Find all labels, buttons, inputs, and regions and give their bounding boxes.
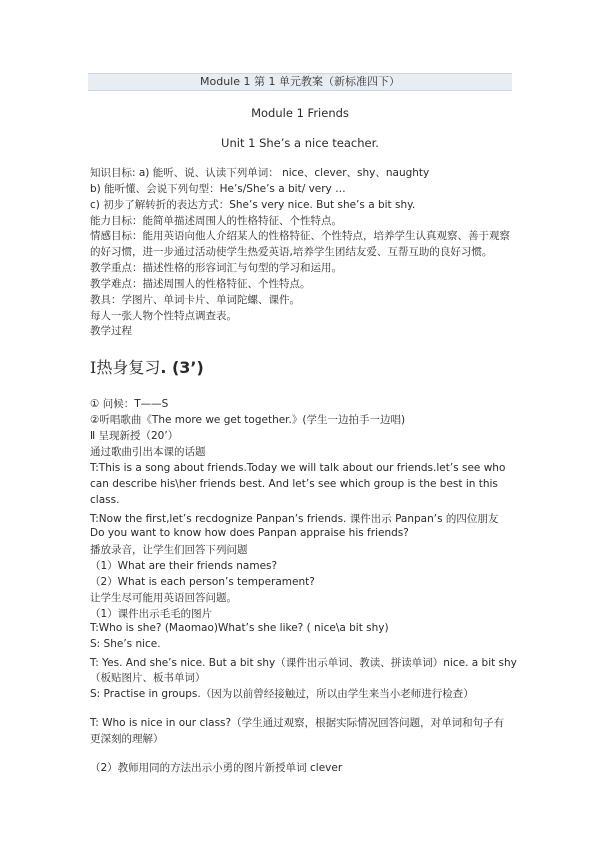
process-line: T: Yes. And she’s nice. But a bit shy（课件出示单词、教读、拼读单词）nice. a bit shy [90, 657, 517, 669]
process-line: 播放录音，让学生们回答下列问题 [90, 544, 248, 556]
objective-line: 教学难点：描述周围人的性格特征、个性特点。 [90, 278, 311, 290]
process-line: S: Practise in groups.（因为以前曾经接触过，所以由学生来当小老师进行检查） [90, 688, 474, 700]
objective-line: 教学过程 [90, 325, 132, 337]
process-line: 更深刻的理解） [90, 733, 164, 745]
objective-line: 知识目标: a) 能听、说、认读下列单词： nice、clever、shy、naughty [90, 167, 430, 179]
objective-line: 能力目标：能简单描述周围人的性格特征、个性特点。 [90, 215, 342, 227]
objective-line: 的好习惯，进一步通过活动使学生热爱英语,培养学生团结友爱、互帮互助的良好习惯。 [90, 246, 493, 258]
objective-line: 情感目标：能用英语向他人介绍某人的性格特征、个性特点，培养学生认真观察、善于观察 [90, 230, 510, 242]
process-line: （1）What are their friends names? [90, 560, 278, 572]
process-line: Ⅱ 呈现新授（20’） [90, 430, 179, 442]
section-heading-label: Ⅰ热身复习 [90, 358, 161, 377]
objective-line: 每人一张人物个性特点调查表。 [90, 310, 237, 322]
process-line: （1）课件出示毛毛的图片 [90, 608, 213, 620]
process-line: T: Who is nice in our class?（学生通过观察，根据实际情况回答问题，对单词和句子有 [90, 717, 505, 729]
process-line: T:Who is she? (Maomao)What’s she like? ( nice\a bit shy) [90, 622, 389, 634]
document-header: Module 1 第 1 单元教案（新标准四下） [88, 73, 512, 91]
process-line: S: She’s nice. [90, 638, 161, 650]
unit-title: Unit 1 She’s a nice teacher. [221, 136, 379, 150]
process-line: （2）What is each person’s temperament? [90, 576, 315, 588]
process-line: （2）教师用同的方法出示小勇的图片新授单词 clever [90, 762, 343, 774]
section-heading-time: . (3’) [160, 358, 204, 377]
process-line: T:This is a song about friends.Today we will talk about our friends.let’s see who [90, 462, 506, 474]
process-line: 让学生尽可能用英语回答问题。 [90, 592, 237, 604]
process-line: can describe his\her friends best. And let’s see which group is the best in this [90, 478, 498, 490]
objective-line: c) 初步了解转折的表达方式：She’s very nice. But she’s a bit shy. [90, 199, 416, 211]
process-line: ① 问候：T——S [90, 398, 169, 410]
process-line: class. [90, 494, 120, 506]
process-line: 通过歌曲引出本课的话题 [90, 446, 206, 458]
process-line: T:Now the first,let’s recdognize Panpan’s friends. 课件出示 Panpan’s 的四位朋友 [90, 513, 499, 525]
objective-line: b) 能听懂、会说下列句型：He’s/She’s a bit/ very … [90, 183, 346, 195]
module-title: Module 1 Friends [251, 106, 349, 120]
process-line: Do you want to know how does Panpan appraise his friends? [90, 527, 409, 539]
process-line: ②听唱歌曲《The more we get together.》(学生一边拍手一边唱) [90, 414, 406, 426]
objective-line: 教具：学图片、单词卡片、单词陀螺、课件。 [90, 294, 300, 306]
objective-line: 教学重点：描述性格的形容词汇与句型的学习和运用。 [90, 262, 342, 274]
process-line: （板贴图片、板书单词） [90, 672, 206, 684]
section-heading [90, 355, 204, 378]
